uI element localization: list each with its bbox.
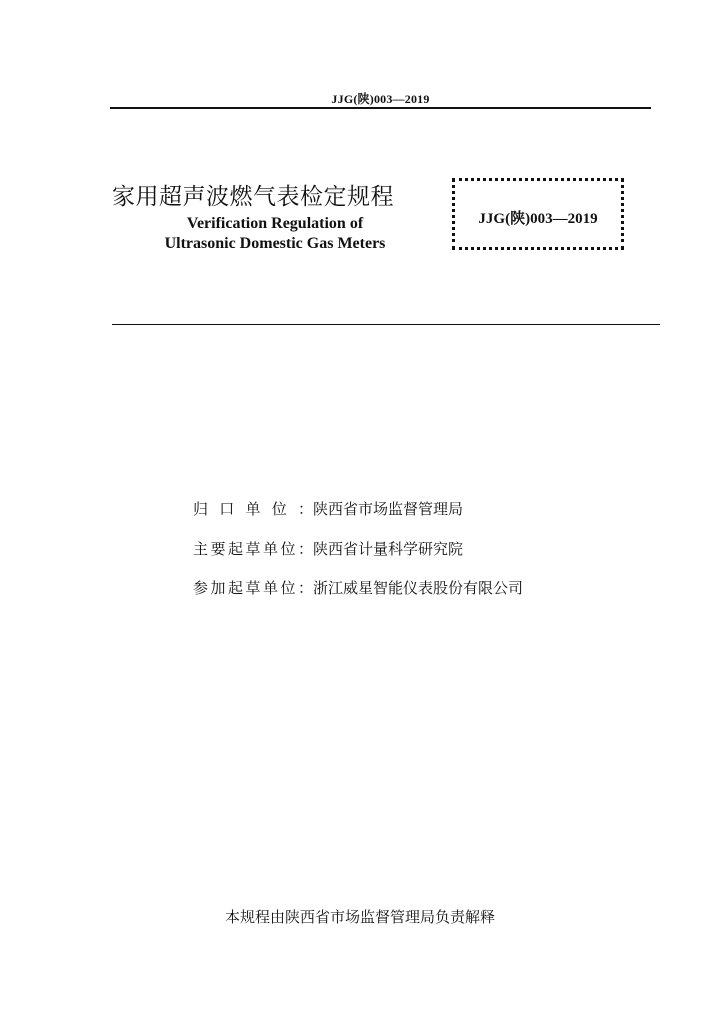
standard-code-box	[452, 178, 624, 250]
header-standard-code: JJG(陕)003—2019	[331, 92, 430, 106]
org-value: 陕西省计量科学研究院	[313, 540, 464, 558]
org-label: 主要起草单位：	[193, 540, 313, 558]
org-label: 参加起草单位：	[193, 579, 313, 597]
org-row-participating-drafter	[193, 577, 523, 598]
title-english-line1: Verification Regulation of	[186, 215, 364, 232]
org-value: 浙江威星智能仪表股份有限公司	[313, 579, 524, 597]
title-divider	[112, 324, 660, 325]
org-label: 归口单位：	[193, 500, 313, 518]
standard-code: JJG(陕)003—2019	[478, 211, 598, 227]
org-row-main-drafter	[193, 538, 463, 559]
title-english-line2: Ultrasonic Domestic Gas Meters	[164, 235, 386, 252]
org-value: 陕西省市场监督管理局	[313, 500, 464, 518]
title-chinese: 家用超声波燃气表检定规程	[112, 184, 394, 210]
interpretation-note: 本规程由陕西省市场监督管理局负责解释	[224, 908, 495, 926]
header-divider	[110, 107, 651, 109]
org-row-responsible	[193, 498, 463, 519]
